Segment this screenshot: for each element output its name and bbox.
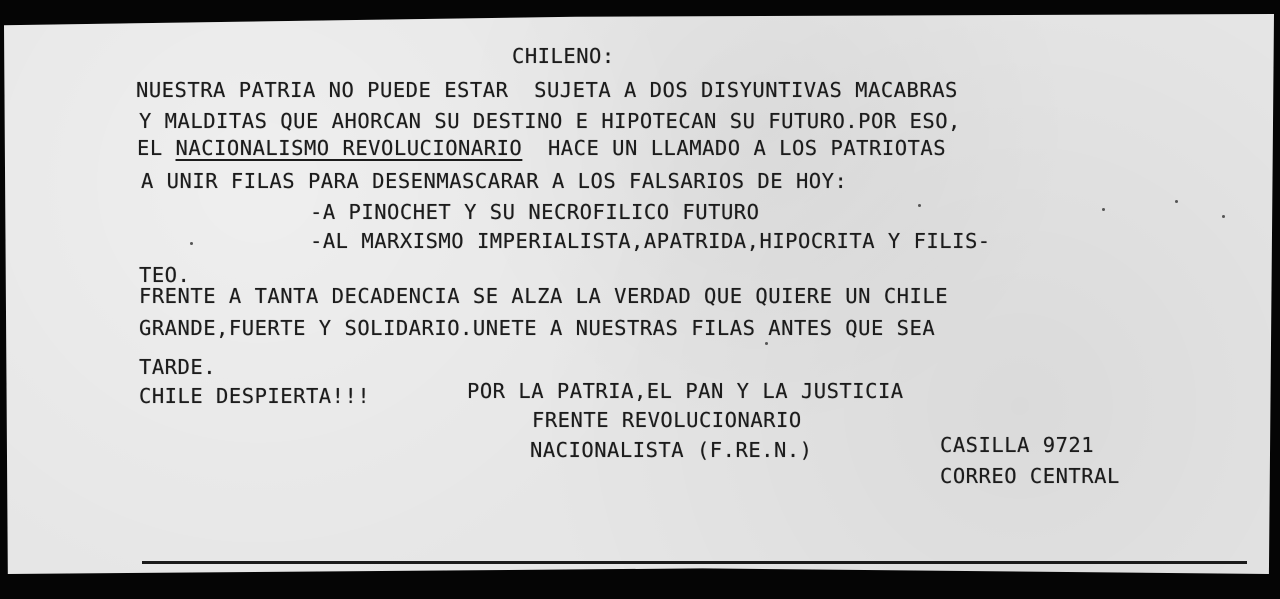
flyer-heading: CHILENO: (512, 44, 615, 68)
exclamation: CHILE DESPIERTA!!! (139, 384, 371, 408)
list-item-continuation: TEO. (139, 263, 191, 287)
ink-speck (1102, 208, 1105, 211)
underlined-phrase: NACIONALISMO REVOLUCIONARIO (175, 136, 523, 160)
ink-speck (918, 204, 921, 207)
organization-line-1: FRENTE REVOLUCIONARIO (532, 408, 802, 432)
body-line-3-prefix: EL (137, 136, 176, 160)
body-line-1: NUESTRA PATRIA NO PUEDE ESTAR SUJETA A DOS DISYUNTIVAS MACABRAS (136, 78, 958, 102)
list-item-pinochet: -A PINOCHET Y SU NECROFILICO FUTURO (310, 200, 760, 224)
body-line-3-suffix: HACE UN LLAMADO A LOS PATRIOTAS (522, 136, 947, 160)
address-line-2: CORREO CENTRAL (940, 464, 1120, 488)
motto: POR LA PATRIA,EL PAN Y LA JUSTICIA (467, 379, 904, 403)
closing-line-3: TARDE. (139, 355, 217, 379)
list-item-marxismo: -AL MARXISMO IMPERIALISTA,APATRIDA,HIPOCRITA Y FILIS- (310, 229, 991, 253)
ink-speck (190, 242, 193, 245)
organization-line-2: NACIONALISTA (F.RE.N.) (530, 438, 813, 462)
body-line-2: Y MALDITAS QUE AHORCAN SU DESTINO E HIPOTECAN SU FUTURO.POR ESO, (139, 109, 961, 133)
bottom-rule (142, 561, 1247, 564)
ink-speck (1222, 215, 1225, 218)
body-line-3 (137, 138, 946, 159)
closing-line-1: FRENTE A TANTA DECADENCIA SE ALZA LA VERDAD QUE QUIERE UN CHILE (139, 284, 949, 308)
address-line-1: CASILLA 9721 (940, 433, 1095, 457)
body-line-4: A UNIR FILAS PARA DESENMASCARAR A LOS FALSARIOS DE HOY: (141, 169, 848, 193)
closing-line-2: GRANDE,FUERTE Y SOLIDARIO.UNETE A NUESTRAS FILAS ANTES QUE SEA (139, 316, 936, 340)
ink-speck (765, 342, 768, 345)
ink-speck (1175, 200, 1178, 203)
